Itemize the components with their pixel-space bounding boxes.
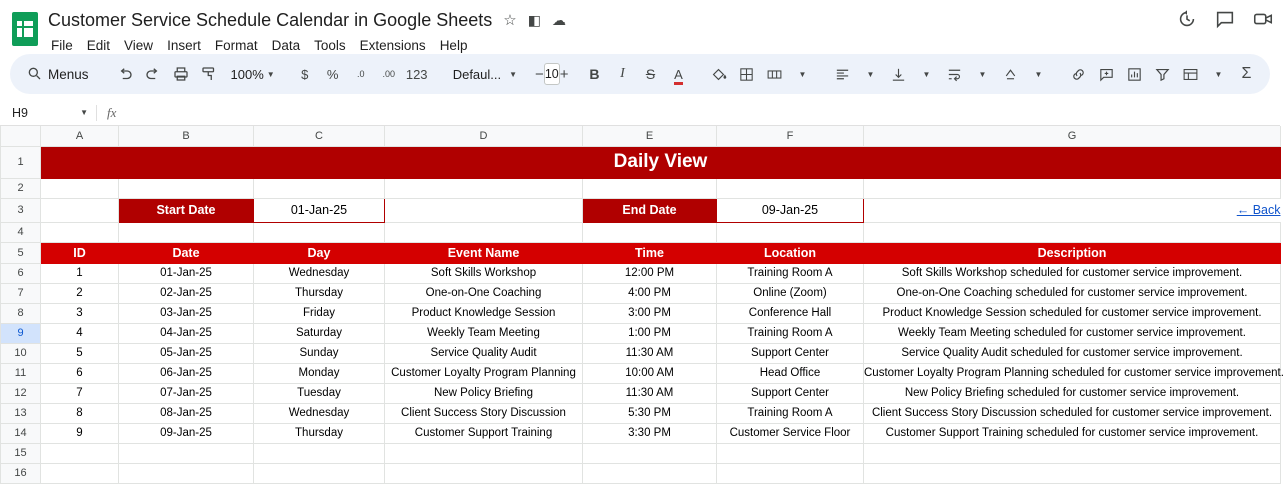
merge-cells-icon[interactable] <box>760 60 788 88</box>
cell-description[interactable]: Soft Skills Workshop scheduled for customer service improvement. <box>864 263 1281 283</box>
cell-day[interactable]: Saturday <box>254 323 385 343</box>
table-header-row <box>1 242 1281 263</box>
text-wrap-icon[interactable] <box>940 60 968 88</box>
column-header-b[interactable]: B <box>119 126 254 146</box>
page-title[interactable]: Customer Service Schedule Calendar in Google Sheets <box>48 9 493 30</box>
cell-f15[interactable] <box>717 443 864 463</box>
cell-g2[interactable] <box>864 178 1281 198</box>
menus-button[interactable] <box>20 60 99 88</box>
cell-d16[interactable] <box>385 463 583 483</box>
cell-a16[interactable] <box>41 463 119 483</box>
filter-views-dropdown-icon[interactable]: ▼ <box>1214 69 1223 79</box>
horizontal-align-dropdown-icon[interactable]: ▼ <box>866 69 875 79</box>
functions-icon[interactable]: Σ <box>1241 65 1252 82</box>
title-bar-actions <box>1176 8 1274 30</box>
cell-event[interactable]: Product Knowledge Session <box>385 303 583 323</box>
print-icon[interactable] <box>167 60 195 88</box>
end-date-label: End Date <box>583 198 717 222</box>
select-all-corner[interactable] <box>1 126 41 146</box>
cell-c4[interactable] <box>254 222 385 242</box>
column-header-c[interactable]: C <box>254 126 385 146</box>
table-row <box>1 178 1281 198</box>
cell-day[interactable]: Thursday <box>254 283 385 303</box>
cloud-saved-icon[interactable]: ☁ <box>551 12 566 28</box>
version-history-icon[interactable] <box>1176 8 1198 30</box>
table-row <box>1 303 1281 323</box>
text-color-icon[interactable]: A <box>674 66 683 82</box>
spreadsheet-grid[interactable] <box>0 126 1284 479</box>
cell-f16[interactable] <box>717 463 864 483</box>
cell-b4[interactable] <box>119 222 254 242</box>
name-box-value: H9 <box>12 105 28 120</box>
cell-event[interactable]: Customer Loyalty Program Planning <box>385 363 583 383</box>
menu-tools[interactable]: Tools <box>314 38 346 53</box>
cell-description[interactable]: New Policy Briefing scheduled for customer service improvement. <box>864 383 1281 403</box>
cell-day[interactable]: Wednesday <box>254 403 385 423</box>
cell-time[interactable]: 10:00 AM <box>583 363 717 383</box>
borders-icon[interactable] <box>732 60 760 88</box>
column-header-g[interactable]: G <box>864 126 1281 146</box>
cell-event[interactable]: Soft Skills Workshop <box>385 263 583 283</box>
column-location-header: Location <box>717 242 864 263</box>
chevron-down-icon: ▼ <box>80 108 88 117</box>
table-row <box>1 423 1281 443</box>
cell-d3[interactable] <box>385 198 583 222</box>
cell-date[interactable]: 09-Jan-25 <box>119 423 254 443</box>
cell-description[interactable]: Customer Support Training scheduled for customer service improvement. <box>864 423 1281 443</box>
cell-time[interactable]: 5:30 PM <box>583 403 717 423</box>
chevron-down-icon: ▼ <box>266 69 275 79</box>
cell-event[interactable]: Service Quality Audit <box>385 343 583 363</box>
formula-bar <box>0 100 1280 126</box>
cell-event[interactable]: Client Success Story Discussion <box>385 403 583 423</box>
font-size-input[interactable]: 10 <box>544 63 560 85</box>
insert-chart-icon[interactable] <box>1120 60 1148 88</box>
cell-b16[interactable] <box>119 463 254 483</box>
cell-description[interactable]: Client Success Story Discussion scheduled for customer service improvement. <box>864 403 1281 423</box>
cell-day[interactable]: Sunday <box>254 343 385 363</box>
cell-event[interactable]: One-on-One Coaching <box>385 283 583 303</box>
table-row <box>1 403 1281 423</box>
undo-icon[interactable] <box>111 60 139 88</box>
cell-day[interactable]: Wednesday <box>254 263 385 283</box>
row-header-5[interactable]: 5 <box>1 242 41 263</box>
menu-insert[interactable]: Insert <box>167 38 201 53</box>
cell-day[interactable]: Tuesday <box>254 383 385 403</box>
strikethrough-icon[interactable]: S <box>645 66 656 82</box>
decrease-font-size-button[interactable]: − <box>535 65 544 83</box>
cell-c15[interactable] <box>254 443 385 463</box>
column-header-e[interactable]: E <box>583 126 717 146</box>
row-header-9[interactable]: 9 <box>1 323 41 343</box>
cell-g16[interactable] <box>864 463 1281 483</box>
cell-f2[interactable] <box>717 178 864 198</box>
font-family-value: Defaul... <box>452 66 502 82</box>
cell-location[interactable]: Customer Service Floor <box>717 423 864 443</box>
cell-f4[interactable] <box>717 222 864 242</box>
row-header-11[interactable]: 11 <box>1 363 41 383</box>
menu-view[interactable]: View <box>124 38 154 53</box>
comment-icon[interactable] <box>1214 8 1236 30</box>
font-family-select[interactable] <box>443 60 523 88</box>
video-call-icon[interactable] <box>1252 8 1274 30</box>
row-header-13[interactable]: 13 <box>1 403 41 423</box>
text-wrap-dropdown-icon[interactable]: ▼ <box>978 69 987 79</box>
cell-date[interactable]: 02-Jan-25 <box>119 283 254 303</box>
cell-a4[interactable] <box>41 222 119 242</box>
cell-description[interactable]: Product Knowledge Session scheduled for customer service improvement. <box>864 303 1281 323</box>
cell-date[interactable]: 05-Jan-25 <box>119 343 254 363</box>
star-icon[interactable]: ☆ <box>503 11 517 29</box>
row-header-10[interactable]: 10 <box>1 343 41 363</box>
row-header-2[interactable]: 2 <box>1 178 41 198</box>
insert-link-icon[interactable] <box>1064 60 1092 88</box>
menu-file[interactable]: File <box>51 38 73 53</box>
cell-g4[interactable] <box>864 222 1281 242</box>
cell-date[interactable]: 03-Jan-25 <box>119 303 254 323</box>
column-description-header: Description <box>864 242 1281 263</box>
row-header-14[interactable]: 14 <box>1 423 41 443</box>
row-header-7[interactable]: 7 <box>1 283 41 303</box>
cell-location[interactable]: Head Office <box>717 363 864 383</box>
cell-location[interactable]: Training Room A <box>717 263 864 283</box>
cell-id[interactable]: 7 <box>41 383 119 403</box>
cell-location[interactable]: Online (Zoom) <box>717 283 864 303</box>
cell-id[interactable]: 8 <box>41 403 119 423</box>
column-day-header: Day <box>254 242 385 263</box>
title-block <box>48 6 566 55</box>
column-header-d[interactable]: D <box>385 126 583 146</box>
cell-description[interactable]: Weekly Team Meeting scheduled for customer service improvement. <box>864 323 1281 343</box>
menu-format[interactable]: Format <box>214 38 258 53</box>
italic-icon[interactable]: I <box>620 66 625 81</box>
cell-b15[interactable] <box>119 443 254 463</box>
vertical-align-dropdown-icon[interactable]: ▼ <box>922 69 931 79</box>
row-header-15[interactable]: 15 <box>1 443 41 463</box>
cell-a15[interactable] <box>41 443 119 463</box>
cell-time[interactable]: 3:30 PM <box>583 423 717 443</box>
menu-extensions[interactable]: Extensions <box>359 38 426 53</box>
cell-id[interactable]: 9 <box>41 423 119 443</box>
cell-d15[interactable] <box>385 443 583 463</box>
cell-description[interactable]: Service Quality Audit scheduled for customer service improvement. <box>864 343 1281 363</box>
cell-c2[interactable] <box>254 178 385 198</box>
cell-location[interactable]: Conference Hall <box>717 303 864 323</box>
text-rotation-icon[interactable] <box>996 60 1024 88</box>
menu-edit[interactable]: Edit <box>86 38 111 53</box>
cell-location[interactable]: Support Center <box>717 343 864 363</box>
cell-time[interactable]: 3:00 PM <box>583 303 717 323</box>
table-row <box>1 463 1281 483</box>
cell-id[interactable]: 1 <box>41 263 119 283</box>
cell-time[interactable]: 11:30 AM <box>583 343 717 363</box>
bold-icon[interactable]: B <box>589 66 600 82</box>
table-row <box>1 263 1281 283</box>
cell-day[interactable]: Friday <box>254 303 385 323</box>
cell-d2[interactable] <box>385 178 583 198</box>
column-time-header: Time <box>583 242 717 263</box>
end-date-input[interactable]: 09-Jan-25 <box>717 198 864 222</box>
cell-g15[interactable] <box>864 443 1281 463</box>
cell-description[interactable]: Customer Loyalty Program Planning scheduled for customer service improvement. <box>864 363 1281 383</box>
filter-views-icon[interactable] <box>1176 60 1204 88</box>
table-row <box>1 343 1281 363</box>
row-header-6[interactable]: 6 <box>1 263 41 283</box>
start-date-label: Start Date <box>119 198 254 222</box>
table-row <box>1 383 1281 403</box>
sheet-title: Daily View <box>41 146 1281 178</box>
table-row <box>1 146 1281 178</box>
merge-cells-dropdown-icon[interactable]: ▼ <box>798 69 807 79</box>
sheets-logo-icon[interactable] <box>10 10 40 48</box>
row-header-4[interactable]: 4 <box>1 222 41 242</box>
toolbar <box>10 54 1270 94</box>
fill-color-icon[interactable] <box>704 60 732 88</box>
cell-time[interactable]: 11:30 AM <box>583 383 717 403</box>
cell-e2[interactable] <box>583 178 717 198</box>
cell-id[interactable]: 2 <box>41 283 119 303</box>
cell-date[interactable]: 06-Jan-25 <box>119 363 254 383</box>
start-date-input[interactable]: 01-Jan-25 <box>254 198 385 222</box>
cell-description[interactable]: One-on-One Coaching scheduled for customer service improvement. <box>864 283 1281 303</box>
cell-time[interactable]: 4:00 PM <box>583 283 717 303</box>
column-header-a[interactable]: A <box>41 126 119 146</box>
vertical-align-icon[interactable] <box>884 60 912 88</box>
grid-table <box>0 126 1284 484</box>
cell-event[interactable]: Weekly Team Meeting <box>385 323 583 343</box>
zoom-control[interactable] <box>223 60 279 88</box>
back-link[interactable]: ← Back <box>1236 203 1281 217</box>
paint-format-icon[interactable] <box>195 60 223 88</box>
cell-a2[interactable] <box>41 178 119 198</box>
document-title-row <box>48 6 566 34</box>
table-row <box>1 443 1281 463</box>
decrease-decimal-icon[interactable]: .0 <box>356 69 365 79</box>
cell-a3[interactable] <box>41 198 119 222</box>
row-header-12[interactable]: 12 <box>1 383 41 403</box>
row-header-8[interactable]: 8 <box>1 303 41 323</box>
cell-e4[interactable] <box>583 222 717 242</box>
cell-location[interactable]: Training Room A <box>717 323 864 343</box>
cell-id[interactable]: 4 <box>41 323 119 343</box>
more-formats-icon[interactable]: 123 <box>405 66 428 82</box>
cell-day[interactable]: Monday <box>254 363 385 383</box>
cell-date[interactable]: 08-Jan-25 <box>119 403 254 423</box>
row-header-3[interactable]: 3 <box>1 198 41 222</box>
insert-comment-icon[interactable] <box>1092 60 1120 88</box>
cell-id[interactable]: 3 <box>41 303 119 323</box>
search-icon <box>26 65 42 84</box>
fx-label: fx <box>107 104 117 120</box>
cell-location[interactable]: Training Room A <box>717 403 864 423</box>
table-row <box>1 323 1281 343</box>
cell-date[interactable]: 07-Jan-25 <box>119 383 254 403</box>
cell-id[interactable]: 6 <box>41 363 119 383</box>
zoom-value: 100% <box>230 66 264 82</box>
name-box[interactable] <box>0 100 96 125</box>
formula-input[interactable] <box>126 100 1280 125</box>
cell-event[interactable]: Customer Support Training <box>385 423 583 443</box>
table-row <box>1 363 1281 383</box>
cell-event[interactable]: New Policy Briefing <box>385 383 583 403</box>
menus-label: Menus <box>48 66 89 82</box>
cell-time[interactable]: 12:00 PM <box>583 263 717 283</box>
currency-format-icon[interactable]: $ <box>301 66 309 82</box>
create-filter-icon[interactable] <box>1148 60 1176 88</box>
horizontal-align-icon[interactable] <box>828 60 856 88</box>
column-header-f[interactable]: F <box>717 126 864 146</box>
row-header-16[interactable]: 16 <box>1 463 41 483</box>
redo-icon[interactable] <box>139 60 167 88</box>
menu-help[interactable]: Help <box>439 38 468 53</box>
increase-decimal-icon[interactable]: .00 <box>382 69 395 79</box>
cell-location[interactable]: Support Center <box>717 383 864 403</box>
increase-font-size-button[interactable]: + <box>559 65 569 83</box>
table-row <box>1 283 1281 303</box>
column-date-header: Date <box>119 242 254 263</box>
column-event-name-header: Event Name <box>385 242 583 263</box>
move-to-folder-icon[interactable]: ◧ <box>527 12 541 28</box>
cell-date[interactable]: 04-Jan-25 <box>119 323 254 343</box>
percent-format-icon[interactable]: % <box>326 66 339 82</box>
cell-d4[interactable] <box>385 222 583 242</box>
table-row <box>1 222 1281 242</box>
cell-time[interactable]: 1:00 PM <box>583 323 717 343</box>
text-rotation-dropdown-icon[interactable]: ▼ <box>1034 69 1043 79</box>
chevron-down-icon: ▼ <box>509 69 518 79</box>
cell-day[interactable]: Thursday <box>254 423 385 443</box>
menu-data[interactable]: Data <box>271 38 301 53</box>
cell-date[interactable]: 01-Jan-25 <box>119 263 254 283</box>
menu-bar <box>44 36 566 55</box>
title-bar <box>0 0 1280 54</box>
column-id-header: ID <box>41 242 119 263</box>
cell-c16[interactable] <box>254 463 385 483</box>
cell-id[interactable]: 5 <box>41 343 119 363</box>
cell-e16[interactable] <box>583 463 717 483</box>
column-header-row <box>1 126 1281 146</box>
cell-e15[interactable] <box>583 443 717 463</box>
cell-b2[interactable] <box>119 178 254 198</box>
row-header-1[interactable]: 1 <box>1 146 41 178</box>
table-row <box>1 198 1281 222</box>
